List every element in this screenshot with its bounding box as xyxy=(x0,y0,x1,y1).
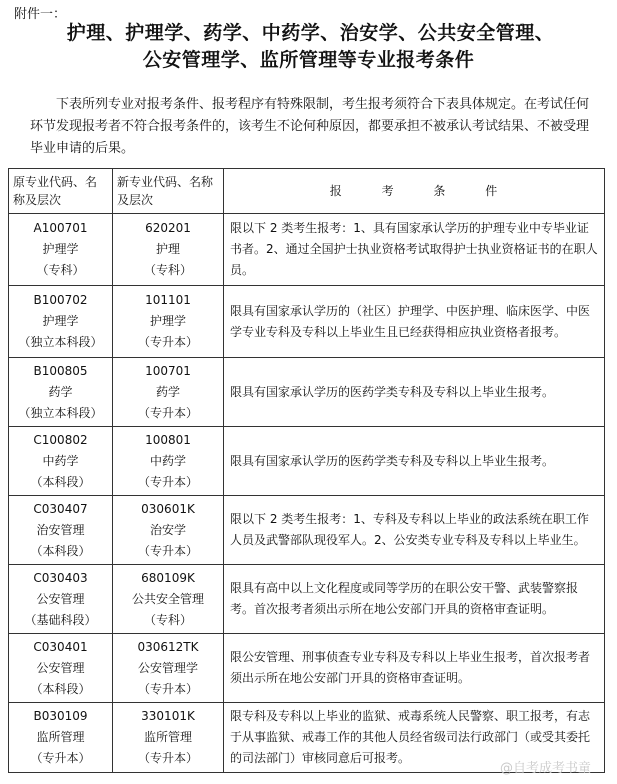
old-major-cell: C030401 公安管理 （本科段） xyxy=(9,634,113,703)
old-major-cell: B030109 监所管理 （专升本） xyxy=(9,703,113,773)
intro-text: 下表所列专业对报考条件、报考程序有特殊限制，考生报考须符合下表具体规定。在考试任何环节发现报考者不符合报考条件的，该考生不论何种原因，都要承担不被承认考试结果、不被受理毕业申请的后果。 xyxy=(30,97,590,156)
table-row xyxy=(9,214,605,286)
table-row xyxy=(9,496,605,565)
table-header-row xyxy=(9,169,605,214)
header-new-major: 新专业代码、名称及层次 xyxy=(113,169,224,214)
condition-cell: 限公安管理、刑事侦查专业专科及专科以上毕业生报考，首次报考者须出示所在地公安部门开具的资格审查证明。 xyxy=(224,634,605,703)
condition-cell: 限具有国家承认学历的（社区）护理学、中医护理、临床医学、中医学专业专科及专科以上毕业生且已经获得相应执业资格者报考。 xyxy=(224,286,605,358)
condition-cell: 限具有国家承认学历的医药学类专科及专科以上毕业生报考。 xyxy=(224,358,605,427)
table-row xyxy=(9,427,605,496)
old-major-cell: B100805 药学 （独立本科段） xyxy=(9,358,113,427)
watermark: @自考成考书童 xyxy=(499,761,591,776)
header-old-major: 原专业代码、名称及层次 xyxy=(9,169,113,214)
table-row xyxy=(9,358,605,427)
new-major-cell: 680109K 公共安全管理 （专科） xyxy=(113,565,224,634)
table-row xyxy=(9,634,605,703)
condition-cell: 限以下 2 类考生报考：1、专科及专科以上毕业的政法系统在职工作人员及武警部队现役军人。2、公安类专业专科及专科以上毕业生。 xyxy=(224,496,605,565)
title-line-2: 公安管理学、监所管理等专业报考条件 xyxy=(142,49,475,71)
intro-paragraph xyxy=(30,94,590,160)
header-condition: 报 考 条 件 xyxy=(224,169,605,214)
title-line-1: 护理、护理学、药学、中药学、治安学、公共安全管理、 xyxy=(66,22,555,44)
old-major-cell: B100702 护理学 （独立本科段） xyxy=(9,286,113,358)
condition-cell: 限具有国家承认学历的医药学类专科及专科以上毕业生报考。 xyxy=(224,427,605,496)
new-major-cell: 100701 药学 （专升本） xyxy=(113,358,224,427)
table-row xyxy=(9,565,605,634)
old-major-cell: C030407 治安管理 （本科段） xyxy=(9,496,113,565)
old-major-cell: C030403 公安管理 （基础科段） xyxy=(9,565,113,634)
new-major-cell: 100801 中药学 （专升本） xyxy=(113,427,224,496)
condition-cell: 限具有高中以上文化程度或同等学历的在职公安干警、武装警察报考。首次报考者须出示所在地公安部门开具的资格审查证明。 xyxy=(224,565,605,634)
new-major-cell: 620201 护理 （专科） xyxy=(113,214,224,286)
condition-cell: 限专科及专科以上毕业的监狱、戒毒系统人民警察、职工报考，有志于从事监狱、戒毒工作的其他人员经省级司法行政部门（或受其委托的司法部门）审核同意后可报考。 xyxy=(224,703,605,773)
table-row xyxy=(9,286,605,358)
new-major-cell: 030601K 治安学 （专升本） xyxy=(113,496,224,565)
new-major-cell: 330101K 监所管理 （专升本） xyxy=(113,703,224,773)
old-major-cell: C100802 中药学 （本科段） xyxy=(9,427,113,496)
annex-label: 附件一： xyxy=(14,7,67,22)
requirements-table xyxy=(8,168,605,773)
old-major-cell: A100701 护理学 （专科） xyxy=(9,214,113,286)
new-major-cell: 101101 护理学 （专升本） xyxy=(113,286,224,358)
condition-cell: 限以下 2 类考生报考：1、具有国家承认学历的护理专业中专毕业证书者。2、通过全国护士执业资格考试取得护士执业资格证书的在职人员。 xyxy=(224,214,605,286)
new-major-cell: 030612TK 公安管理学 （专升本） xyxy=(113,634,224,703)
